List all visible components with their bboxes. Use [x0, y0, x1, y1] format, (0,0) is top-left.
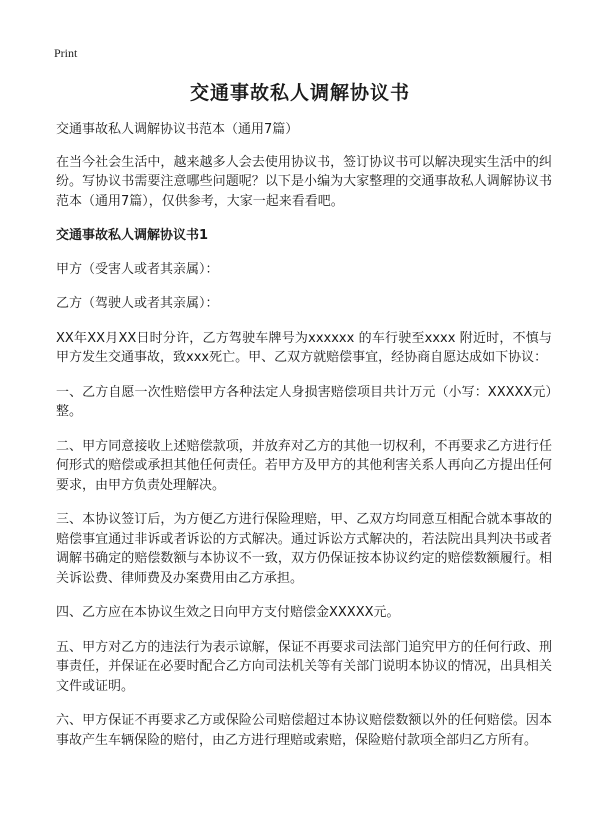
document-subtitle: 交通事故私人调解协议书范本（通用7篇）	[56, 122, 299, 137]
clause-2: 二、甲方同意接收上述赔偿款项，并放弃对乙方的其他一切权利，不再要求乙方进行任何形式的赔偿或承担其他任何责任。若甲方及甲方的其他利害关系人再向乙方提出任何要求，由甲方负责处理解决。	[56, 438, 552, 493]
section-heading: 交通事故私人调解协议书1	[56, 228, 209, 243]
intro-paragraph: 在当今社会生活中，越来越多人会去使用协议书，签订协议书可以解决现实生活中的纠纷。写协议书需要注意哪些问题呢？以下是小编为大家整理的交通事故私人调解协议书范本（通用7篇），仅供参考，大家一起来看看吧。	[56, 154, 552, 209]
document-body	[56, 120, 552, 765]
print-link[interactable]: Print	[54, 46, 78, 60]
clause-6: 六、甲方保证不再要求乙方或保险公司赔偿超过本协议赔偿数额以外的任何赔偿。因本事故产生车辆保险的赔付，由乙方进行理赔或索赔，保险赔付款项全部归乙方所有。	[56, 713, 552, 748]
party-a-line: 甲方（受害人或者其亲属）：	[56, 261, 219, 277]
clause-1: 一、乙方自愿一次性赔偿甲方各种法定人身损害赔偿项目共计万元（小写：XXXXX元）整。	[56, 384, 552, 419]
party-b-line: 乙方（驾驶人或者其亲属）：	[56, 296, 219, 311]
clause-5: 五、甲方对乙方的违法行为表示谅解，保证不再要求司法部门追究甲方的任何行政、刑事责任，并保证在必要时配合乙方向司法机关等有关部门说明本协议的情况，出具相关文件或证明。	[56, 639, 552, 694]
clause-4: 四、乙方应在本协议生效之日向甲方支付赔偿金XXXXX元。	[56, 605, 400, 620]
preamble-paragraph: XX年XX月XX日时分许，乙方驾驶车牌号为xxxxxx 的车行驶至xxxx 附近时，不慎与甲方发生交通事故，致xxx死亡。甲、乙双方就赔偿事宜，经协商自愿达成如下协议：	[56, 330, 552, 365]
page-title: 交通事故私人调解协议书	[189, 82, 410, 104]
clause-3: 三、本协议签订后，为方便乙方进行保险理赔，甲、乙双方均同意互相配合就本事故的赔偿事宜通过非诉或者诉讼的方式解决。通过诉讼方式解决的，若法院出具判决书或者调解书确定的赔偿数额与本协议不一致，双方仍保证按本协议约定的赔偿数额履行。相关诉讼费、律师费及办案费用由乙方承担。	[56, 512, 552, 586]
